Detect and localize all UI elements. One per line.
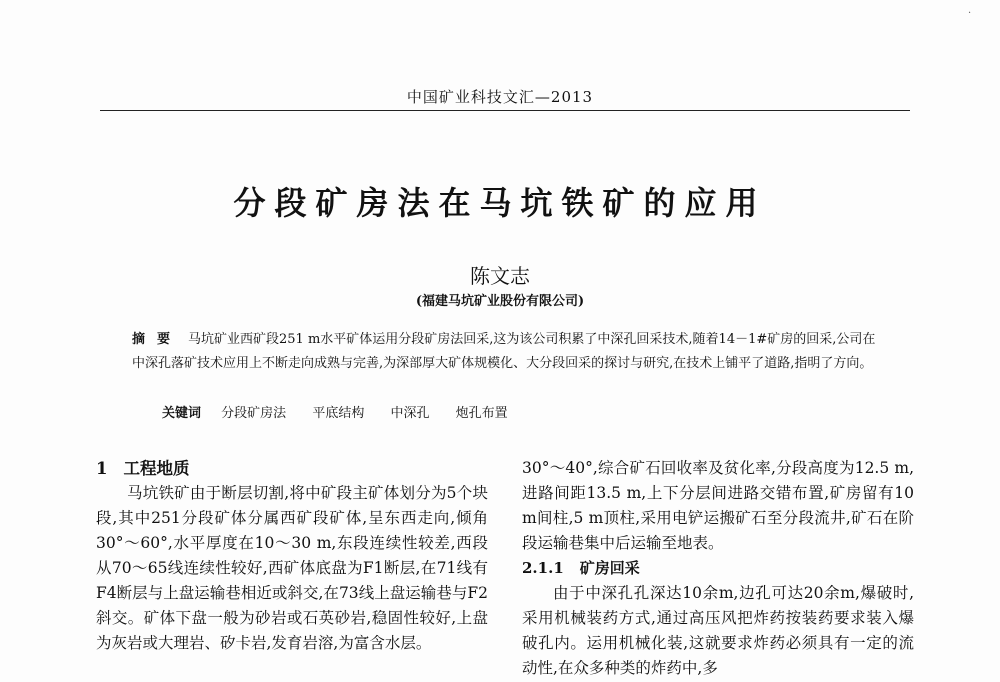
subsection-paragraph: 由于中深孔孔深达10余m,边孔可达20余m,爆破时,采用机械装药方式,通过高压风把炸药按装药要求装入爆破孔内。运用机械化装,这就要求炸药必须具有一定的流动性,在众多种类的炸药中,多 (522, 584, 914, 677)
abstract-label: 摘要 (132, 332, 183, 347)
section-paragraph: 马坑铁矿由于断层切割,将中矿段主矿体划分为5个块段,其中251分段矿体分属西矿段矿体,呈东西走向,倾角30°～60°,水平厚度在10～30 m,东段连续性较差,西段从70～65线连续性较好,西矿体底盘为F1断层,在71线有F4断层与上盘运输巷相近或斜交,在73线上盘运输巷与F2斜交。矿体下盘一般为砂岩或石英砂岩,稳固性较好,上盘为灰岩或大理岩、矽卡岩,发育岩溶,为富含水层。 (96, 484, 488, 652)
paper-title: 分段矿房法在马坑铁矿的应用 (233, 184, 767, 222)
author-affiliation: (福建马坑矿业股份有限公司) (415, 294, 585, 309)
keyword: 中深孔 (390, 406, 430, 421)
keyword: 平底结构 (312, 406, 365, 421)
abstract-text: 马坑矿业西矿段251 m水平矿体运用分段矿房法回采,这为该公司积累了中深孔回采技术,随着14－1#矿房的回采,公司在中深孔落矿技术应用上不断走向成熟与完善,为深部厚大矿体规模化、大分段回采的探讨与研究,在技术上铺平了道路,指明了方向。 (132, 332, 876, 371)
section-heading (96, 456, 488, 481)
running-head: 中国矿业科技文汇—2013 (406, 88, 594, 106)
continued-paragraph: 30°～40°,综合矿石回收率及贫化率,分段高度为12.5 m,进路间距13.5 m,上下分层间进路交错布置,矿房留有10 m间柱,5 m顶柱,采用电铲运搬矿石至分段流井,矿石在阶段运输巷集中后运输至地表。 (522, 459, 914, 552)
keywords-label: 关键词 (162, 406, 202, 421)
section-number: 1 (96, 459, 108, 478)
abstract (132, 328, 880, 376)
left-column (96, 456, 488, 656)
subsection-number: 2.1.1 (522, 559, 564, 577)
keywords (162, 402, 530, 421)
author-name: 陈文志 (470, 264, 530, 288)
header-rule (100, 110, 910, 111)
right-column (522, 456, 914, 681)
subsection-heading (522, 556, 914, 581)
section-title: 工程地质 (123, 459, 190, 478)
keyword: 炮孔布置 (455, 406, 508, 421)
subsection-title: 矿房回采 (579, 559, 640, 577)
corner-mark: · (968, 8, 972, 19)
keyword: 分段矿房法 (221, 406, 287, 421)
